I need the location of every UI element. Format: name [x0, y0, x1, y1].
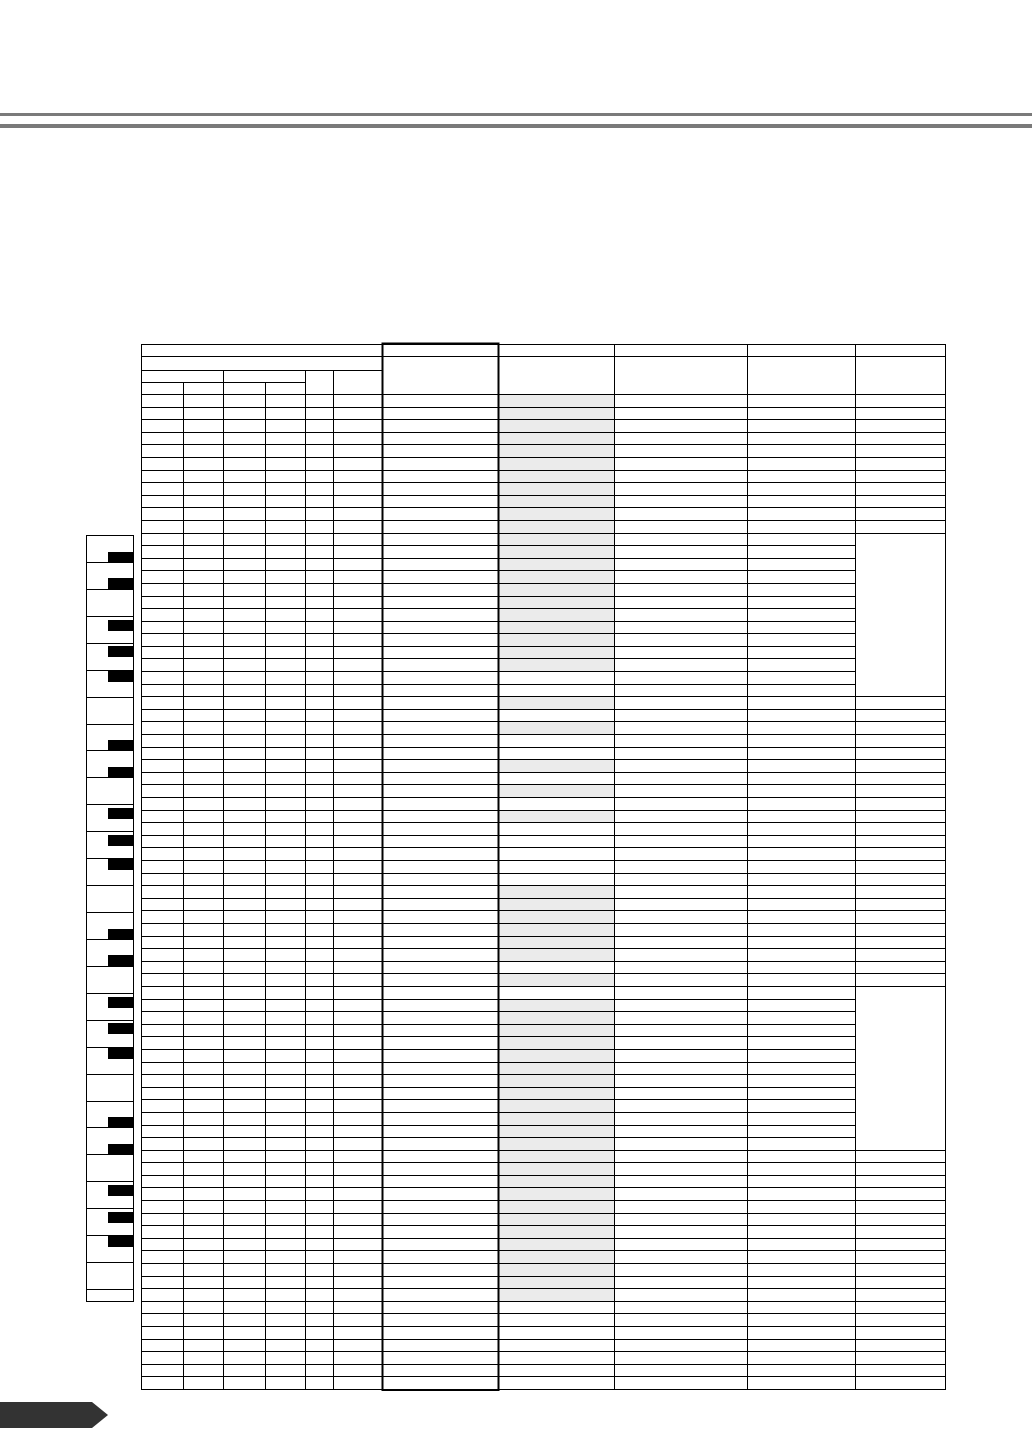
black-key	[108, 646, 133, 657]
black-key	[108, 740, 133, 751]
black-key	[108, 1185, 133, 1196]
black-key	[108, 1117, 133, 1128]
black-key	[108, 767, 133, 778]
black-key	[108, 1236, 133, 1247]
black-key	[108, 859, 133, 870]
page-number-tab	[0, 1402, 108, 1428]
black-key	[108, 1144, 133, 1155]
black-key	[108, 1212, 133, 1223]
black-key	[108, 835, 133, 846]
black-key	[108, 997, 133, 1008]
black-key	[108, 929, 133, 940]
black-key	[108, 671, 133, 682]
black-key	[108, 1023, 133, 1034]
black-key	[108, 808, 133, 819]
black-key	[108, 955, 133, 966]
black-key	[108, 552, 133, 563]
black-key	[108, 620, 133, 631]
black-key	[108, 578, 133, 589]
black-key	[108, 1048, 133, 1059]
